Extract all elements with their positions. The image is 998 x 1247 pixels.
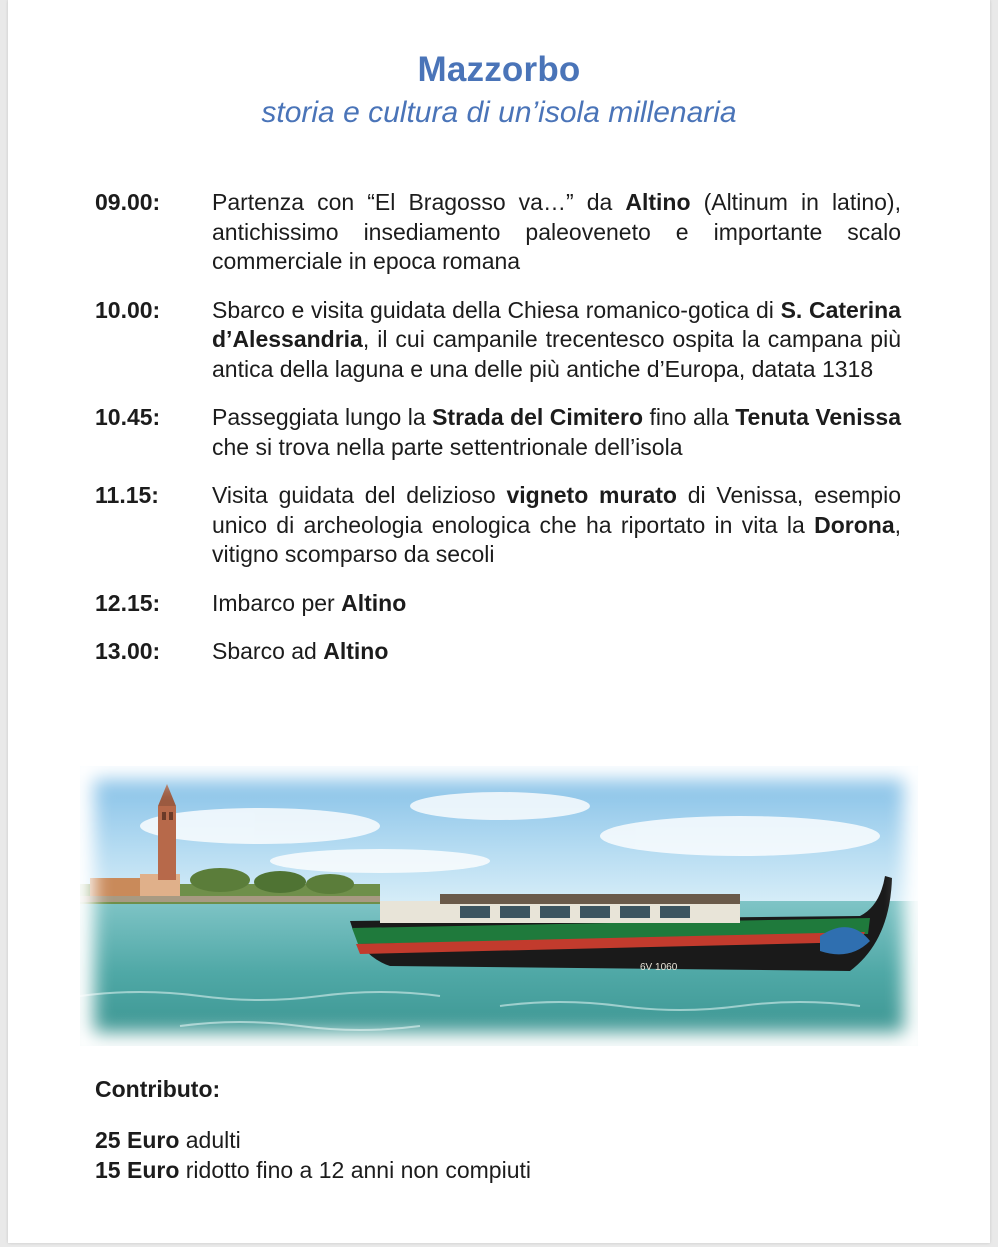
schedule-description: Sbarco ad Altino (212, 638, 389, 664)
schedule-time: 12.15: (95, 589, 161, 616)
schedule-time: 11.15: (95, 482, 159, 508)
schedule-time: 09.00: (95, 189, 161, 215)
schedule-description: Visita guidata del delizioso vigneto murato di Venissa, esempio unico di archeologia enologica che ha riportato in vita la Dorona, vitigno scomparso da secoli (212, 482, 901, 567)
schedule-item (95, 188, 901, 277)
price-item: 25 Euro adulti (95, 1127, 241, 1153)
price-item: 15 Euro ridotto fino a 12 anni non compiuti (95, 1157, 531, 1183)
page-title: Mazzorbo (417, 50, 581, 89)
photo-illustration (80, 766, 918, 1046)
price-list (95, 1125, 531, 1185)
schedule-description: Sbarco e visita guidata della Chiesa romanico-gotica di S. Caterina d’Alessandria, il cui campanile trecentesco ospita la campana più antica della laguna e una delle più antiche d’Europa, datata 1318 (212, 296, 901, 382)
document-page (8, 0, 990, 1243)
boat-registration: 6V 1060 (640, 962, 678, 973)
schedule-item (95, 481, 901, 570)
schedule-list (95, 188, 901, 667)
schedule-item (95, 589, 901, 619)
lagoon-boat-photo (80, 766, 918, 1046)
page-subtitle: storia e cultura di un’isola millenaria (261, 96, 737, 129)
schedule-item (95, 296, 901, 385)
schedule-item (95, 403, 901, 462)
schedule-description: Partenza con “El Bragosso va…” da Altino (Altinum in latino), antichissimo insediamento paleoveneto e importante scalo commerciale in epoca romana (212, 189, 901, 274)
contribution-title: Contributo: (95, 1076, 221, 1102)
schedule-item (95, 637, 901, 667)
schedule-description: Imbarco per Altino (212, 589, 407, 616)
schedule-time: 13.00: (95, 638, 161, 664)
schedule-description: Passeggiata lungo la Strada del Cimitero fino alla Tenuta Venissa che si trova nella parte settentrionale dell’isola (212, 404, 901, 460)
schedule-time: 10.45: (95, 404, 161, 430)
schedule-time: 10.00: (95, 296, 161, 323)
